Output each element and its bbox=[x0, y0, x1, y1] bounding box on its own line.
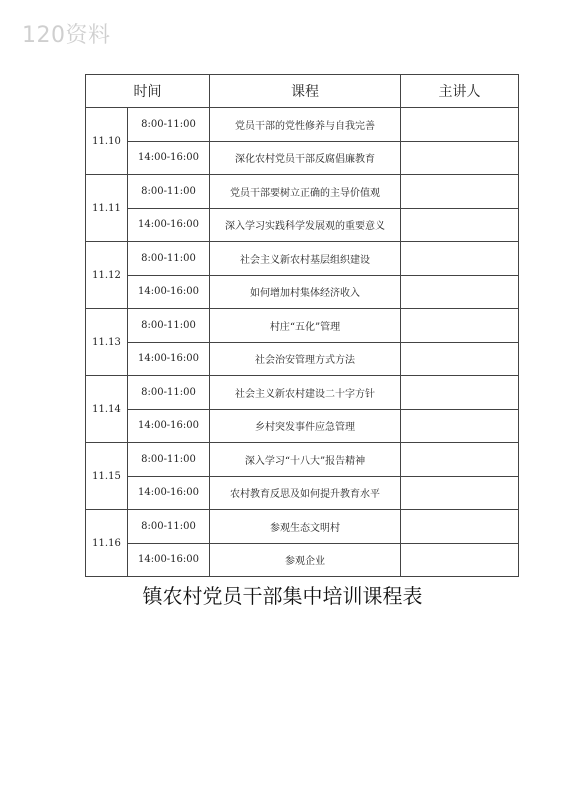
table-row bbox=[86, 510, 519, 544]
table-row bbox=[86, 275, 519, 309]
table-row bbox=[86, 141, 519, 175]
speaker-cell bbox=[401, 443, 519, 477]
time-cell: 14:00-16:00 bbox=[128, 141, 210, 175]
date-cell: 11.10 bbox=[86, 108, 128, 175]
time-cell: 8:00-11:00 bbox=[128, 510, 210, 544]
date-cell: 11.12 bbox=[86, 242, 128, 309]
course-cell: 党员干部的党性修养与自我完善 bbox=[210, 108, 401, 142]
speaker-cell bbox=[401, 275, 519, 309]
speaker-cell bbox=[401, 309, 519, 343]
time-cell: 8:00-11:00 bbox=[128, 175, 210, 209]
time-cell: 14:00-16:00 bbox=[128, 476, 210, 510]
watermark-text: 120资料 bbox=[22, 23, 111, 48]
schedule-table bbox=[85, 74, 519, 577]
table-row bbox=[86, 409, 519, 443]
course-cell: 社会主义新农村基层组织建设 bbox=[210, 242, 401, 276]
time-cell: 8:00-11:00 bbox=[128, 108, 210, 142]
time-cell: 14:00-16:00 bbox=[128, 543, 210, 577]
course-cell: 社会主义新农村建设二十字方针 bbox=[210, 376, 401, 410]
time-cell: 8:00-11:00 bbox=[128, 443, 210, 477]
course-cell: 深入学习“十八大”报告精神 bbox=[210, 443, 401, 477]
speaker-cell bbox=[401, 242, 519, 276]
speaker-cell bbox=[401, 108, 519, 142]
table-row bbox=[86, 309, 519, 343]
course-cell: 参观企业 bbox=[210, 543, 401, 577]
header-speaker: 主讲人 bbox=[401, 75, 519, 108]
course-cell: 参观生态文明村 bbox=[210, 510, 401, 544]
speaker-cell bbox=[401, 342, 519, 376]
header-course: 课程 bbox=[210, 75, 401, 108]
speaker-cell bbox=[401, 409, 519, 443]
header-time: 时间 bbox=[86, 75, 210, 108]
date-cell: 11.15 bbox=[86, 443, 128, 510]
table-header-row bbox=[86, 75, 519, 108]
table-row bbox=[86, 342, 519, 376]
time-cell: 14:00-16:00 bbox=[128, 409, 210, 443]
speaker-cell bbox=[401, 376, 519, 410]
date-cell: 11.16 bbox=[86, 510, 128, 577]
course-cell: 深入学习实践科学发展观的重要意义 bbox=[210, 208, 401, 242]
speaker-cell bbox=[401, 510, 519, 544]
course-cell: 村庄“五化”管理 bbox=[210, 309, 401, 343]
course-cell: 党员干部要树立正确的主导价值观 bbox=[210, 175, 401, 209]
time-cell: 14:00-16:00 bbox=[128, 342, 210, 376]
speaker-cell bbox=[401, 141, 519, 175]
time-cell: 8:00-11:00 bbox=[128, 309, 210, 343]
date-cell: 11.14 bbox=[86, 376, 128, 443]
speaker-cell bbox=[401, 543, 519, 577]
time-cell: 14:00-16:00 bbox=[128, 208, 210, 242]
table-row bbox=[86, 543, 519, 577]
schedule-body bbox=[86, 108, 519, 577]
document-title: 镇农村党员干部集中培训课程表 bbox=[142, 584, 423, 608]
course-cell: 乡村突发事件应急管理 bbox=[210, 409, 401, 443]
speaker-cell bbox=[401, 175, 519, 209]
course-cell: 深化农村党员干部反腐倡廉教育 bbox=[210, 141, 401, 175]
table-row bbox=[86, 376, 519, 410]
course-cell: 社会治安管理方式方法 bbox=[210, 342, 401, 376]
table-row bbox=[86, 476, 519, 510]
date-cell: 11.13 bbox=[86, 309, 128, 376]
course-cell: 农村教育反思及如何提升教育水平 bbox=[210, 476, 401, 510]
speaker-cell bbox=[401, 476, 519, 510]
time-cell: 8:00-11:00 bbox=[128, 242, 210, 276]
time-cell: 8:00-11:00 bbox=[128, 376, 210, 410]
table-row bbox=[86, 175, 519, 209]
table-row bbox=[86, 108, 519, 142]
table-row bbox=[86, 242, 519, 276]
course-cell: 如何增加村集体经济收入 bbox=[210, 275, 401, 309]
time-cell: 14:00-16:00 bbox=[128, 275, 210, 309]
speaker-cell bbox=[401, 208, 519, 242]
table-row bbox=[86, 443, 519, 477]
table-row bbox=[86, 208, 519, 242]
date-cell: 11.11 bbox=[86, 175, 128, 242]
